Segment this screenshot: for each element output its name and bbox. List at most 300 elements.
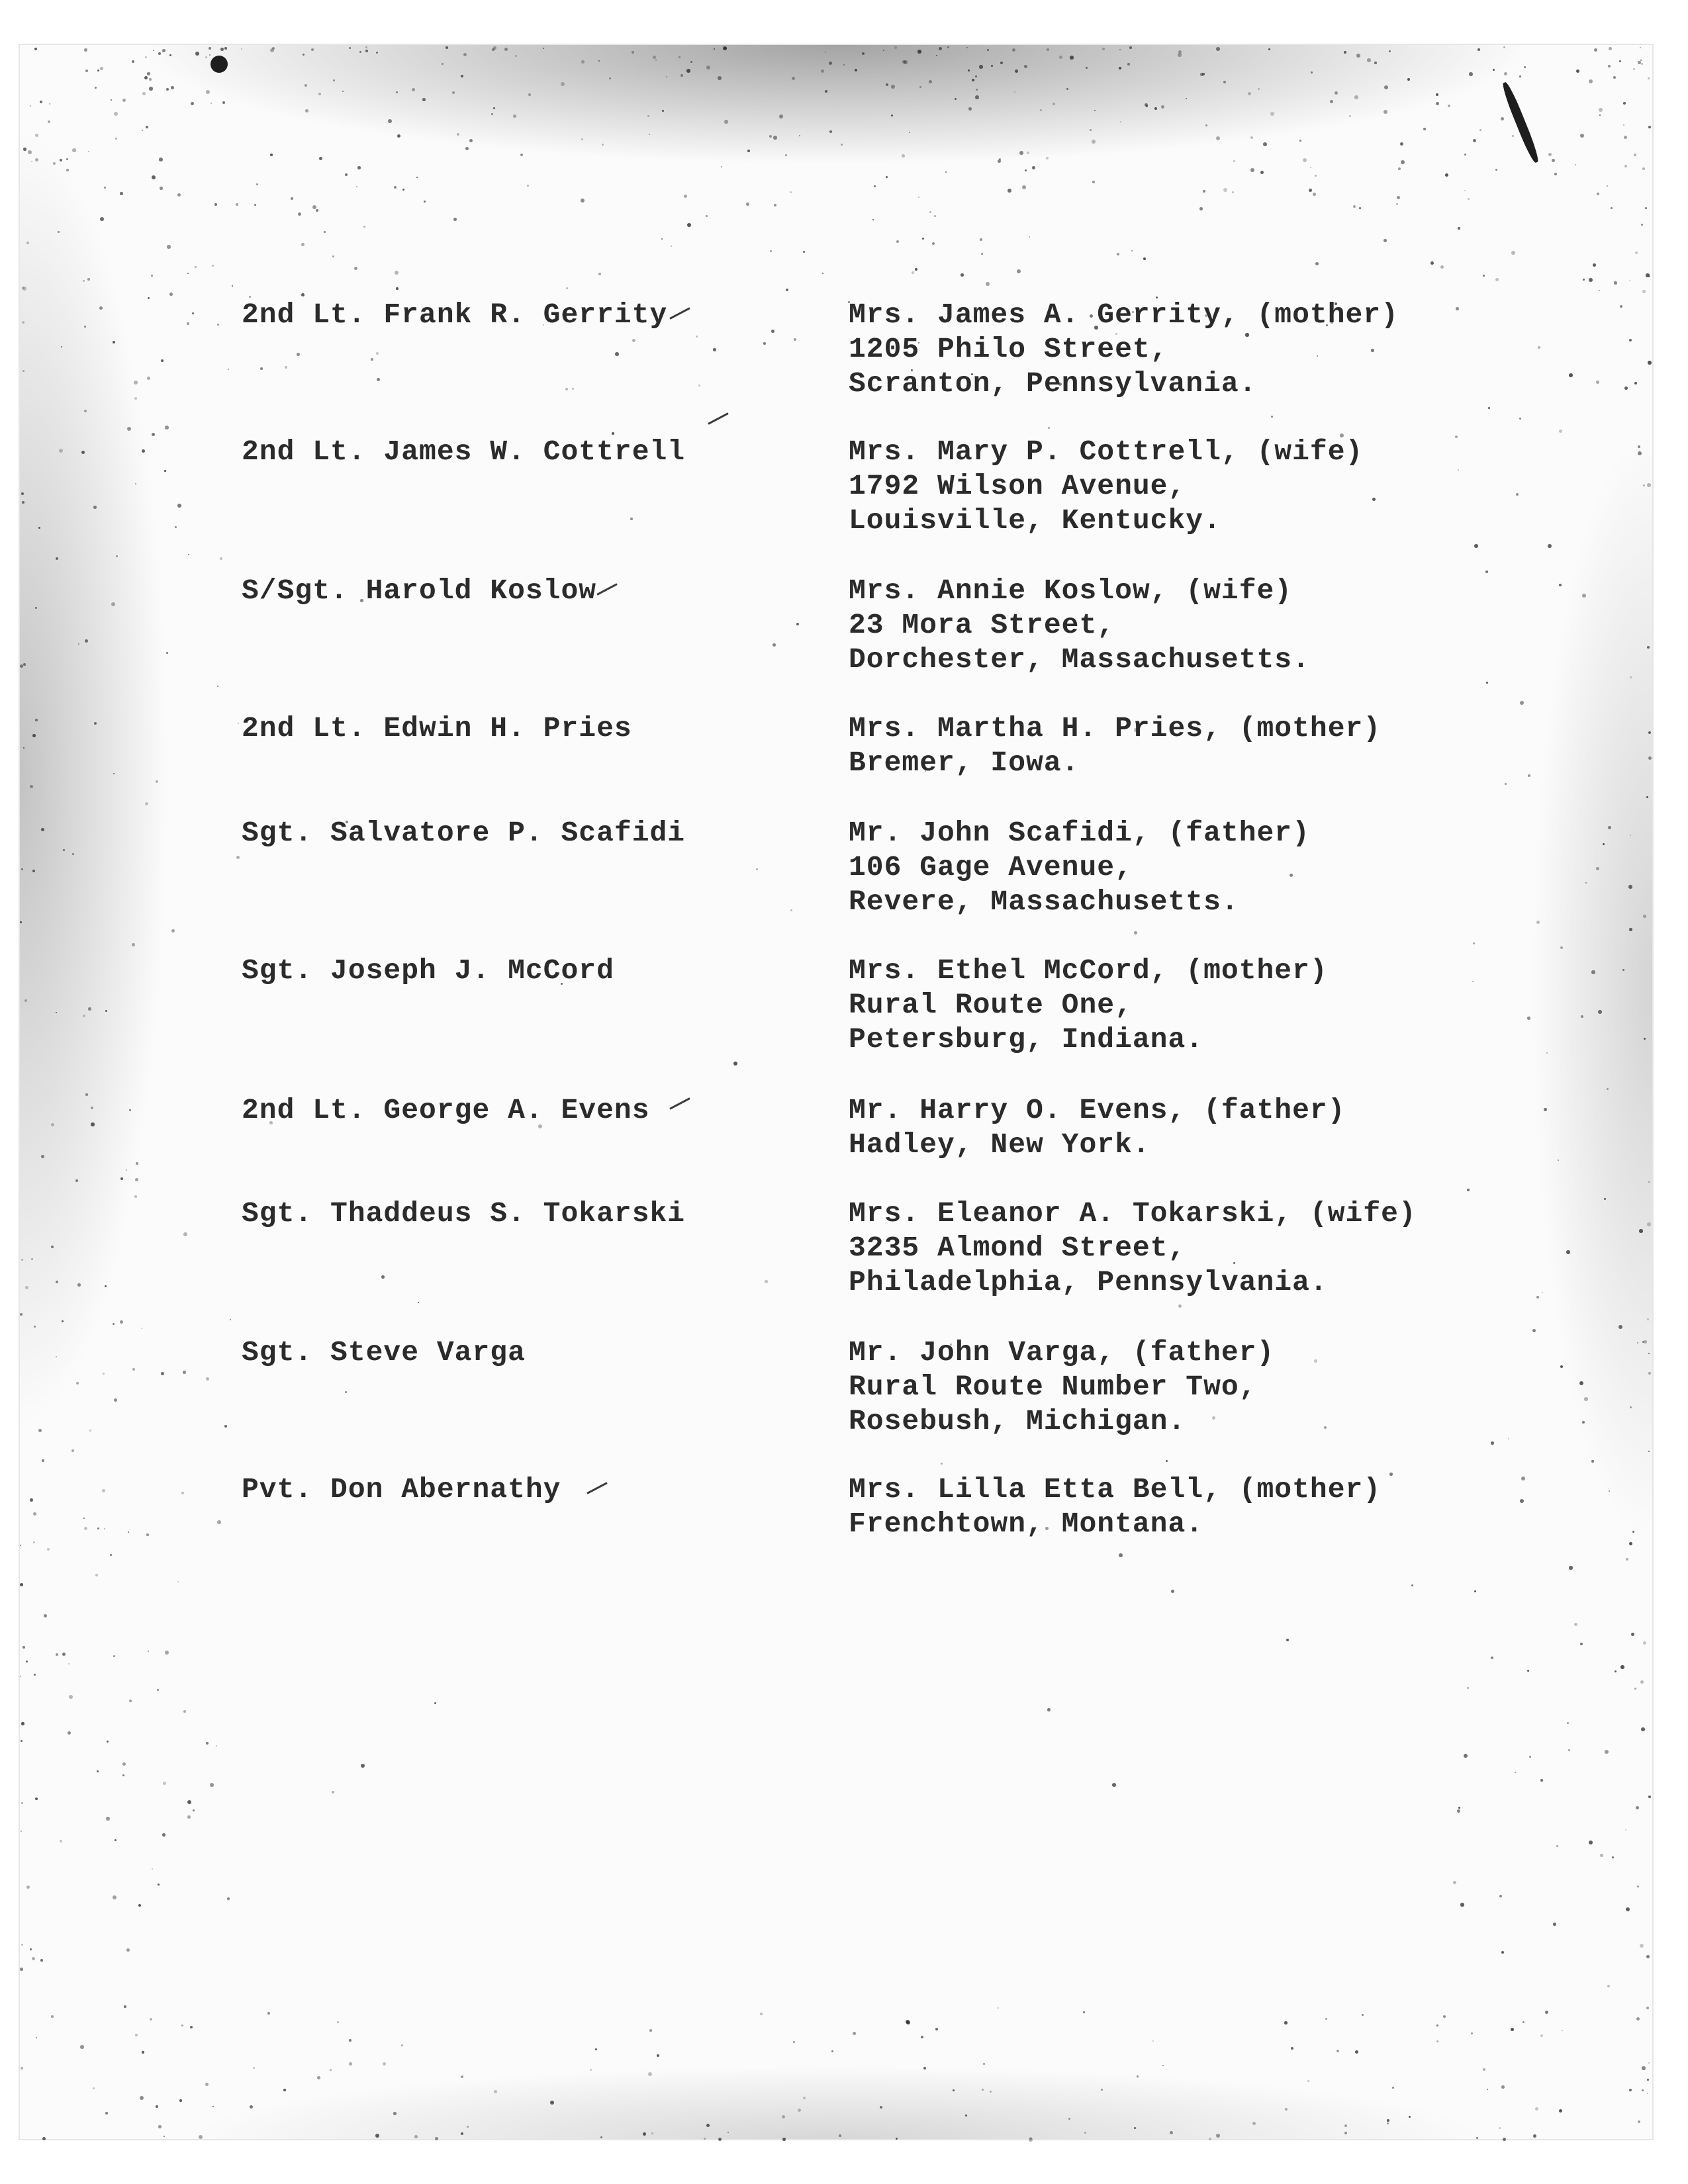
scan-speck bbox=[513, 114, 516, 118]
scan-speck bbox=[1647, 646, 1650, 649]
scan-speck bbox=[319, 157, 322, 160]
scan-speck bbox=[779, 114, 783, 118]
scan-speck bbox=[1032, 166, 1035, 169]
scan-speck bbox=[680, 74, 683, 77]
scan-speck bbox=[31, 1258, 33, 1260]
scan-speck bbox=[1600, 1854, 1603, 1857]
scan-speck bbox=[1648, 1796, 1651, 1798]
scan-speck bbox=[1633, 68, 1635, 70]
scan-speck bbox=[337, 2021, 339, 2023]
scan-speck bbox=[1580, 134, 1584, 138]
scan-speck bbox=[21, 1259, 23, 1261]
scan-speck bbox=[1299, 140, 1301, 142]
scan-speck bbox=[75, 1179, 78, 1182]
scan-speck bbox=[1464, 1754, 1468, 1758]
scan-speck bbox=[166, 652, 168, 654]
address-line: Revere, Massachusetts. bbox=[849, 886, 1239, 918]
scan-speck bbox=[1479, 129, 1481, 131]
scan-speck bbox=[1598, 1010, 1602, 1014]
scan-speck bbox=[318, 93, 321, 95]
scan-speck bbox=[718, 76, 722, 80]
scan-speck bbox=[1613, 76, 1616, 79]
scan-speck bbox=[100, 67, 103, 70]
scan-speck bbox=[354, 267, 357, 270]
scan-speck bbox=[72, 853, 74, 855]
scan-speck bbox=[1216, 2134, 1220, 2138]
scan-speck bbox=[38, 527, 40, 529]
scan-speck bbox=[147, 72, 150, 75]
scan-speck bbox=[491, 113, 493, 115]
scan-speck bbox=[1309, 189, 1312, 192]
scan-speck bbox=[1628, 885, 1632, 889]
scan-speck bbox=[1070, 56, 1074, 60]
scan-speck bbox=[127, 427, 131, 431]
scan-speck bbox=[1474, 544, 1478, 548]
scan-speck bbox=[305, 109, 308, 113]
scan-speck bbox=[1519, 418, 1521, 420]
scan-speck bbox=[1516, 493, 1519, 496]
scan-speck bbox=[30, 1948, 32, 1950]
scan-speck bbox=[1637, 1886, 1639, 1888]
scan-speck bbox=[32, 1957, 35, 1960]
scan-speck bbox=[773, 136, 777, 140]
scan-speck bbox=[1270, 112, 1274, 116]
scan-speck bbox=[1117, 253, 1119, 255]
scan-speck bbox=[1383, 110, 1387, 114]
scan-speck bbox=[1389, 50, 1391, 52]
scan-speck bbox=[1638, 445, 1640, 448]
scan-speck bbox=[1582, 594, 1586, 598]
next-of-kin-address bbox=[849, 435, 1363, 538]
scan-speck bbox=[467, 2126, 469, 2128]
scan-speck bbox=[1553, 1923, 1556, 1926]
scan-speck bbox=[829, 62, 832, 65]
scan-speck bbox=[1639, 1229, 1643, 1233]
scan-speck bbox=[1000, 62, 1003, 64]
scan-speck bbox=[181, 1492, 184, 1494]
scan-speck bbox=[1538, 346, 1540, 349]
scan-speck bbox=[272, 47, 275, 50]
scan-speck bbox=[89, 1430, 91, 1432]
scan-speck bbox=[1540, 1779, 1543, 1782]
scan-speck bbox=[35, 158, 38, 161]
scan-speck bbox=[20, 1968, 23, 1971]
scan-speck bbox=[649, 2029, 652, 2032]
scan-speck bbox=[147, 377, 150, 380]
scan-speck bbox=[1529, 1756, 1531, 1758]
scan-speck bbox=[28, 150, 32, 154]
scan-speck bbox=[1589, 278, 1593, 282]
scan-speck bbox=[1545, 2011, 1548, 2014]
scan-speck bbox=[1307, 2080, 1309, 2082]
next-of-kin-address bbox=[849, 1197, 1417, 1300]
scan-speck bbox=[1353, 205, 1356, 208]
scan-speck bbox=[1503, 46, 1505, 48]
scan-speck bbox=[301, 293, 305, 296]
scan-speck bbox=[142, 449, 145, 453]
scan-speck bbox=[1504, 72, 1507, 75]
scan-speck bbox=[1626, 1907, 1630, 1911]
scan-speck bbox=[324, 231, 326, 233]
scan-speck bbox=[1560, 1365, 1563, 1368]
scan-speck bbox=[1059, 56, 1062, 59]
scan-speck bbox=[1336, 2050, 1339, 2052]
scan-speck bbox=[1356, 54, 1360, 58]
scan-speck bbox=[1648, 1353, 1650, 1354]
serviceman-name: 2nd Lt. George A. Evens bbox=[242, 1094, 650, 1126]
scan-speck bbox=[165, 1651, 169, 1655]
scan-speck bbox=[902, 154, 905, 158]
scan-speck bbox=[47, 1548, 50, 1551]
scan-speck bbox=[1540, 2034, 1543, 2037]
scan-speck bbox=[1374, 62, 1377, 64]
scan-speck bbox=[388, 119, 392, 123]
scan-speck bbox=[886, 176, 888, 178]
scan-speck bbox=[1313, 193, 1316, 196]
scan-speck bbox=[653, 56, 656, 59]
scan-speck bbox=[1216, 136, 1220, 140]
scan-speck bbox=[961, 273, 964, 277]
scan-speck bbox=[704, 2138, 706, 2140]
scan-speck bbox=[1200, 73, 1203, 76]
scan-speck bbox=[721, 166, 722, 167]
scan-speck bbox=[214, 203, 217, 206]
scan-speck bbox=[162, 49, 165, 52]
scan-speck bbox=[1022, 185, 1026, 189]
scan-speck bbox=[205, 56, 207, 58]
scan-speck bbox=[114, 112, 118, 116]
scan-speck bbox=[158, 1884, 160, 1886]
scan-speck bbox=[1568, 1749, 1570, 1751]
scan-speck bbox=[1014, 91, 1015, 93]
scan-speck bbox=[1127, 63, 1130, 66]
scan-speck bbox=[1503, 2138, 1506, 2141]
scan-speck bbox=[91, 1122, 95, 1126]
scan-speck bbox=[1491, 1441, 1494, 1445]
scan-speck bbox=[1527, 1017, 1530, 1020]
scan-speck bbox=[1119, 1553, 1123, 1557]
scan-speck bbox=[93, 506, 97, 509]
scan-speck bbox=[1303, 158, 1307, 162]
scan-speck bbox=[305, 84, 307, 87]
scan-speck bbox=[1387, 2119, 1389, 2122]
scan-speck bbox=[771, 330, 774, 333]
scan-speck bbox=[236, 203, 238, 206]
scan-speck bbox=[56, 1281, 58, 1283]
scan-speck bbox=[1268, 48, 1270, 50]
scan-speck bbox=[581, 60, 585, 64]
scan-speck bbox=[146, 1533, 149, 1536]
scan-speck bbox=[713, 348, 716, 351]
scan-speck bbox=[206, 90, 210, 94]
scan-speck bbox=[1485, 570, 1488, 573]
scan-speck bbox=[171, 86, 174, 89]
scan-speck bbox=[375, 2134, 379, 2138]
scan-speck bbox=[600, 2136, 602, 2138]
next-of-kin-address bbox=[849, 574, 1310, 677]
scan-speck bbox=[1641, 1727, 1645, 1731]
scan-speck bbox=[794, 338, 796, 341]
address-line: Mr. Harry O. Evens, (father) bbox=[849, 1094, 1346, 1126]
scan-speck bbox=[1284, 2021, 1288, 2025]
scan-speck bbox=[62, 1653, 66, 1656]
scan-speck bbox=[365, 50, 368, 52]
scan-speck bbox=[1314, 1359, 1317, 1363]
scan-speck bbox=[298, 212, 301, 216]
scan-speck bbox=[1554, 173, 1557, 175]
scan-speck bbox=[35, 719, 38, 721]
scan-speck bbox=[84, 48, 87, 52]
scan-speck bbox=[134, 397, 137, 400]
scan-speck bbox=[1120, 121, 1121, 122]
address-line: Rural Route Number Two, bbox=[849, 1371, 1257, 1403]
scan-speck bbox=[1620, 305, 1622, 308]
address-line: Mr. John Scafidi, (father) bbox=[849, 817, 1310, 849]
serviceman-name: Sgt. Steve Varga bbox=[242, 1336, 526, 1369]
scan-speck bbox=[169, 293, 173, 296]
scan-speck bbox=[187, 1800, 191, 1804]
scan-speck bbox=[1263, 142, 1267, 146]
next-of-kin-address bbox=[849, 711, 1381, 780]
scan-speck bbox=[48, 120, 50, 123]
scan-speck bbox=[397, 134, 400, 138]
scan-speck bbox=[1154, 107, 1157, 110]
scan-speck bbox=[1456, 307, 1459, 310]
scan-speck bbox=[1642, 2089, 1644, 2091]
scan-speck bbox=[206, 1742, 209, 1745]
scan-speck bbox=[1040, 109, 1042, 111]
scan-speck bbox=[236, 856, 240, 859]
scan-speck bbox=[183, 1710, 186, 1713]
scan-speck bbox=[1618, 1325, 1622, 1329]
scan-speck bbox=[60, 1840, 62, 1843]
serviceman-name: Sgt. Thaddeus S. Tokarski bbox=[242, 1197, 686, 1230]
scan-speck bbox=[1325, 2018, 1327, 2020]
scan-speck bbox=[1233, 160, 1235, 162]
scan-speck bbox=[132, 943, 135, 946]
address-line: Bremer, Iowa. bbox=[849, 747, 1080, 779]
scan-speck bbox=[23, 1646, 25, 1649]
scan-speck bbox=[1620, 1665, 1624, 1669]
scan-speck bbox=[1581, 1015, 1583, 1018]
scan-speck bbox=[643, 2132, 646, 2136]
scan-speck bbox=[1641, 63, 1643, 65]
scan-speck bbox=[648, 2072, 652, 2076]
scan-speck bbox=[56, 1012, 57, 1013]
scan-speck bbox=[733, 1062, 737, 1066]
scan-speck bbox=[1335, 91, 1338, 95]
scan-speck bbox=[97, 69, 99, 71]
scan-speck bbox=[365, 46, 367, 48]
scan-speck bbox=[260, 367, 263, 370]
scan-speck bbox=[1548, 544, 1552, 548]
scan-speck bbox=[21, 1722, 24, 1725]
scan-speck bbox=[312, 205, 316, 209]
scan-speck bbox=[1086, 67, 1088, 69]
scan-speck bbox=[782, 2138, 786, 2141]
scan-speck bbox=[357, 166, 361, 169]
scan-speck bbox=[1619, 60, 1621, 62]
scan-speck bbox=[945, 171, 947, 173]
scan-speck bbox=[1119, 67, 1121, 69]
scan-speck bbox=[21, 492, 24, 495]
scan-speck bbox=[975, 95, 979, 99]
scan-speck bbox=[1146, 105, 1148, 107]
scan-speck bbox=[1134, 931, 1137, 934]
scan-speck bbox=[461, 2132, 463, 2135]
address-line: Philadelphia, Pennsylvania. bbox=[849, 1266, 1328, 1298]
scan-speck bbox=[1519, 75, 1521, 77]
scan-speck bbox=[1641, 224, 1643, 226]
scan-speck bbox=[651, 2132, 653, 2134]
address-line: Mrs. Martha H. Pries, (mother) bbox=[849, 712, 1382, 745]
scan-speck bbox=[1488, 407, 1490, 409]
scan-speck bbox=[142, 2051, 144, 2054]
scan-speck bbox=[1642, 2066, 1646, 2070]
scan-speck bbox=[83, 280, 85, 282]
scan-speck bbox=[22, 287, 24, 289]
scan-speck bbox=[785, 154, 787, 156]
scan-speck bbox=[1468, 198, 1470, 200]
scan-speck bbox=[113, 1655, 115, 1657]
scan-speck bbox=[80, 2045, 84, 2049]
address-line: 106 Gage Avenue, bbox=[849, 851, 1133, 884]
scan-speck bbox=[706, 66, 710, 69]
scan-speck bbox=[1258, 88, 1260, 90]
scan-speck bbox=[66, 169, 69, 171]
scan-speck bbox=[169, 54, 171, 56]
scan-speck bbox=[1524, 66, 1526, 68]
scan-speck bbox=[1630, 1406, 1632, 1408]
scan-speck bbox=[1520, 701, 1524, 705]
scan-speck bbox=[965, 2115, 967, 2116]
scan-speck bbox=[528, 93, 531, 96]
scan-speck bbox=[158, 2125, 162, 2128]
scan-speck bbox=[1638, 2120, 1640, 2123]
scan-speck bbox=[790, 909, 792, 911]
scan-speck bbox=[1638, 451, 1642, 455]
scan-speck bbox=[35, 607, 37, 609]
scan-speck bbox=[1248, 92, 1251, 95]
scan-speck bbox=[193, 1809, 195, 1811]
next-of-kin-address bbox=[849, 298, 1399, 401]
scan-speck bbox=[1383, 239, 1387, 242]
scan-speck bbox=[422, 98, 426, 101]
scan-speck bbox=[396, 287, 399, 290]
scan-speck bbox=[1569, 373, 1573, 377]
scan-speck bbox=[61, 346, 62, 347]
scan-speck bbox=[595, 2048, 597, 2050]
scan-speck bbox=[803, 2097, 806, 2099]
scan-speck bbox=[1053, 103, 1055, 105]
scan-speck bbox=[217, 1520, 221, 1524]
serviceman-name: 2nd Lt. James W. Cottrell bbox=[242, 435, 686, 468]
scan-speck bbox=[1129, 46, 1132, 49]
scan-speck bbox=[657, 2054, 659, 2057]
scan-speck bbox=[25, 1286, 28, 1289]
scan-speck bbox=[862, 52, 865, 55]
scan-speck bbox=[122, 1762, 126, 1766]
serviceman-name: Sgt. Salvatore P. Scafidi bbox=[242, 817, 686, 849]
scan-speck bbox=[187, 322, 189, 325]
scan-speck bbox=[917, 50, 921, 54]
scan-speck bbox=[21, 1944, 23, 1946]
scan-speck bbox=[330, 2069, 332, 2071]
scan-speck bbox=[111, 602, 115, 606]
scan-speck bbox=[124, 2005, 126, 2008]
scan-speck bbox=[1458, 469, 1459, 471]
scan-speck bbox=[102, 1489, 105, 1492]
scan-speck bbox=[855, 69, 857, 71]
scan-speck bbox=[1533, 2134, 1536, 2138]
document-page bbox=[19, 44, 1654, 2140]
scan-speck bbox=[434, 1702, 436, 1704]
scan-speck bbox=[1544, 1108, 1547, 1111]
scan-speck bbox=[1591, 970, 1595, 974]
scan-speck bbox=[100, 217, 104, 221]
scan-speck bbox=[922, 238, 924, 240]
scan-speck bbox=[145, 802, 148, 805]
scan-speck bbox=[494, 2090, 497, 2093]
scan-speck bbox=[1520, 1499, 1524, 1503]
scan-speck bbox=[915, 268, 917, 271]
scan-speck bbox=[765, 1280, 768, 1283]
scan-speck bbox=[1648, 126, 1651, 128]
scan-speck bbox=[1170, 2131, 1173, 2134]
scan-speck bbox=[270, 154, 273, 156]
scan-speck bbox=[1389, 1473, 1393, 1476]
scan-speck bbox=[424, 201, 426, 203]
scan-speck bbox=[361, 1764, 365, 1768]
scan-speck bbox=[891, 85, 895, 89]
scan-speck bbox=[333, 79, 335, 81]
scan-speck bbox=[1458, 227, 1460, 230]
scan-speck bbox=[763, 342, 766, 345]
scan-speck bbox=[1624, 387, 1628, 390]
scan-speck bbox=[183, 1371, 186, 1374]
scan-speck bbox=[724, 120, 728, 124]
scan-speck bbox=[874, 185, 876, 187]
scan-speck bbox=[72, 148, 76, 152]
scan-speck bbox=[666, 76, 667, 77]
scan-speck bbox=[22, 321, 24, 324]
scan-speck bbox=[1536, 1296, 1539, 1298]
scan-speck bbox=[163, 1782, 166, 1785]
scan-speck bbox=[1024, 65, 1027, 68]
scan-speck bbox=[371, 358, 373, 361]
scan-speck bbox=[980, 238, 982, 241]
scan-speck bbox=[1645, 207, 1647, 209]
address-line: Hadley, New York. bbox=[849, 1128, 1150, 1161]
scan-speck bbox=[1499, 2127, 1501, 2129]
scan-speck bbox=[59, 449, 63, 453]
scan-speck bbox=[254, 204, 256, 206]
scan-speck bbox=[40, 101, 42, 103]
address-line: Mrs. Ethel McCord, (mother) bbox=[849, 954, 1328, 987]
scan-speck bbox=[1271, 416, 1273, 418]
scan-speck bbox=[376, 352, 379, 355]
scan-speck bbox=[1647, 483, 1651, 487]
scan-speck bbox=[1638, 61, 1641, 64]
scan-speck bbox=[1027, 152, 1029, 154]
scan-speck bbox=[149, 78, 152, 81]
scan-speck bbox=[690, 61, 692, 63]
scan-speck bbox=[220, 557, 222, 560]
scan-speck bbox=[177, 504, 181, 508]
scan-speck bbox=[1511, 2028, 1514, 2031]
scan-speck bbox=[152, 175, 156, 179]
scan-speck bbox=[195, 266, 197, 268]
